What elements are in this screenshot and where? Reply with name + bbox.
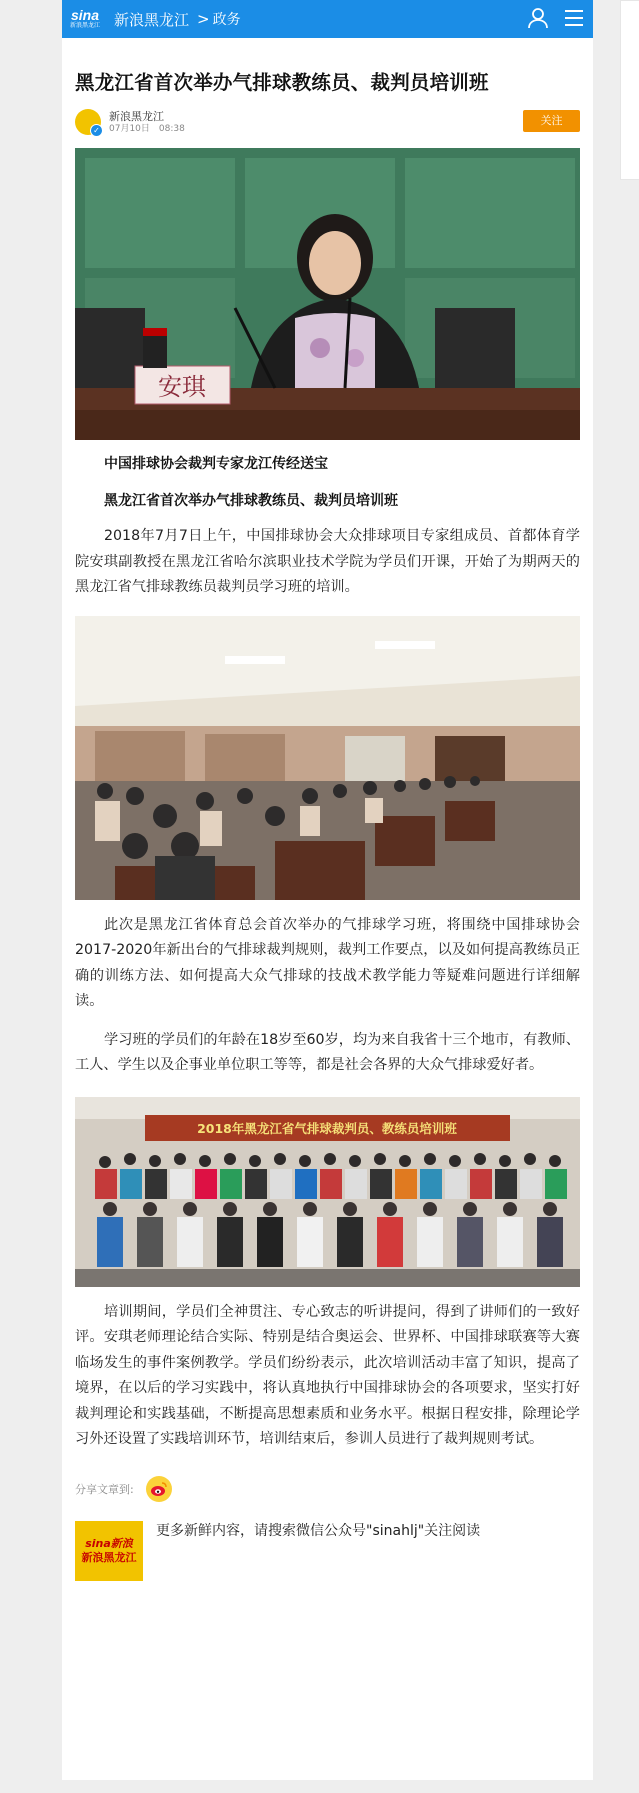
- weibo-icon[interactable]: [146, 1476, 172, 1502]
- top-nav-bar: [62, 0, 593, 38]
- paragraph-4: 培训期间，学员们全神贯注、专心致志的听讲提问，得到了讲师们的一致好评。安琪老师理论结合实际、特别是结合奥运会、世界杯、中国排球联赛等大赛临场发生的事件案例教学。学员们纷纷表示，此次培训活动丰富了知识，提高了境界，在以后的学习实践中，将认真地执行中国排球协会的各项要求，坚实打好裁判理论和实践基础，不断提高思想素质和业务水平。根据日程安排，除理论学习外还设置了实践培训环节，培训结束后，参训人员进行了裁判规则考试。: [75, 1303, 580, 1447]
- paragraph-3: 学习班的学员们的年龄在18岁至60岁，均为来自我省十三个地市，有教师、工人、学生以及企事业单位职工等等，都是社会各界的大众气排球爱好者。: [75, 1031, 580, 1073]
- publish-time: 07月10日 08:38: [109, 123, 185, 134]
- photo-classroom: [75, 616, 580, 900]
- chevron-right-icon: >: [197, 10, 210, 28]
- menu-icon[interactable]: [563, 7, 585, 29]
- share-label: 分享文章到:: [75, 1482, 134, 1496]
- promo-logo-line2: 新浪黑龙江: [81, 1550, 137, 1564]
- banner-text: 2018年黑龙江省气排球裁判员、教练员培训班: [197, 1120, 457, 1136]
- photo-group: [75, 1097, 580, 1287]
- logo-text: sina: [70, 7, 99, 23]
- article-meta: [75, 108, 580, 136]
- avatar[interactable]: [75, 109, 101, 135]
- breadcrumb-channel[interactable]: 政务: [212, 12, 241, 28]
- sina-logo[interactable]: [70, 4, 100, 34]
- paragraph-1: 2018年7月7日上午，中国排球协会大众排球项目专家组成员、首都体育学院安琪副教授在黑龙江省哈尔滨职业技术学院为学员们开课，开始了为期两天的黑龙江省气排球教练员裁判员学习班的培训。: [75, 528, 580, 595]
- verified-icon: ✓: [90, 124, 103, 137]
- side-panel: [620, 0, 639, 180]
- photo-caption-2: 黑龙江省首次举办气排球教练员、裁判员培训班: [104, 493, 398, 509]
- sina-heilongjiang-logo: [75, 1521, 143, 1581]
- nameplate-text: 安琪: [158, 373, 206, 401]
- photo-speaker: [75, 148, 580, 440]
- article-body: [62, 70, 593, 1581]
- breadcrumb-site[interactable]: 新浪黑龙江: [114, 10, 190, 29]
- promo-text: 更多新鲜内容，请搜索微信公众号"sinahlj"关注阅读: [156, 1522, 481, 1539]
- share-bar: [75, 1475, 580, 1503]
- user-icon[interactable]: [527, 7, 549, 29]
- promo-logo-line1: sina新浪: [85, 1536, 133, 1550]
- paragraph-2: 此次是黑龙江省体育总会首次举办的气排球学习班，将围绕中国排球协会2017-2020年新出台的气排球裁判规则，裁判工作要点，以及如何提高教练员正确的训练方法、如何提高大众气排球的技战术教学能力等疑难问题进行详细解读。: [75, 916, 580, 1009]
- follow-button[interactable]: 关注: [523, 110, 580, 132]
- photo-caption-1: 中国排球协会裁判专家龙江传经送宝: [104, 456, 328, 472]
- logo-subtext: 新浪黑龙江: [70, 22, 101, 29]
- author-name[interactable]: 新浪黑龙江: [109, 109, 164, 123]
- wechat-promo: [75, 1521, 580, 1581]
- article-title: 黑龙江省首次举办气排球教练员、裁判员培训班: [75, 71, 489, 94]
- article-page: [62, 0, 593, 1780]
